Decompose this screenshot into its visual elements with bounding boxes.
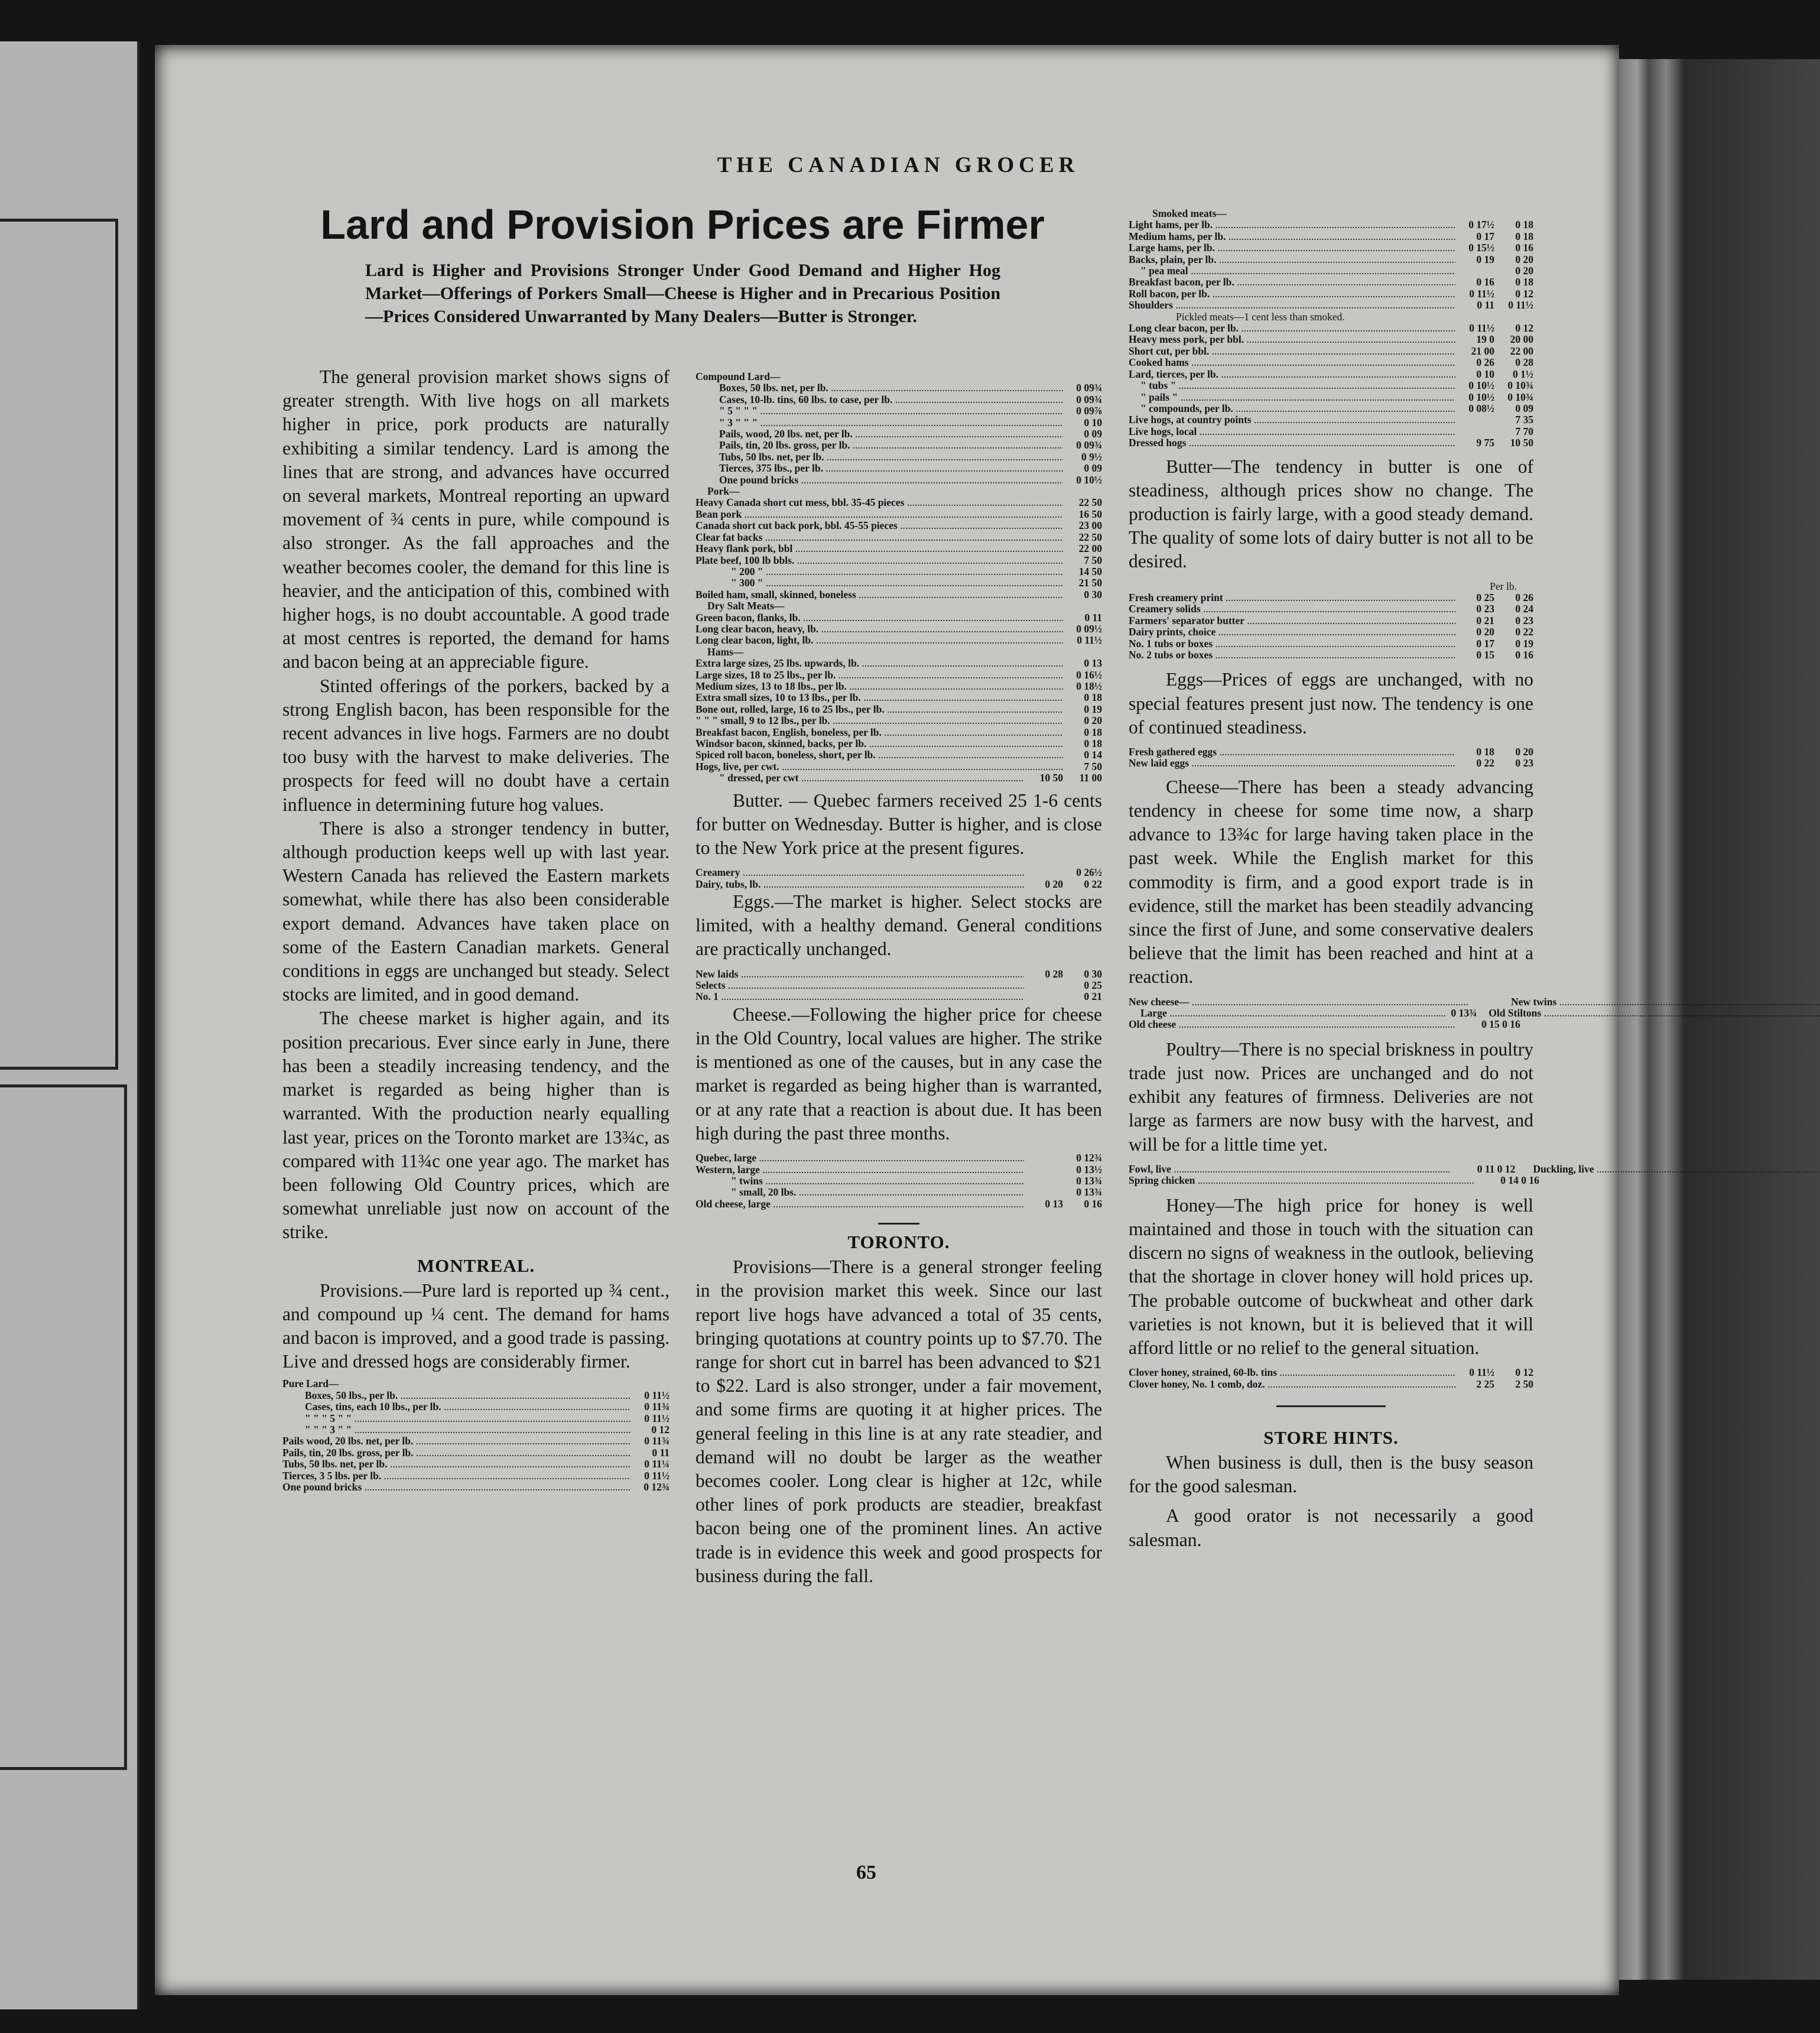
table-row: Extra large sizes, 25 lbs. upwards, lb. ..... 0 13 <box>696 658 1102 669</box>
table-row: Pails wood, 20 lbs. net, per lb. ..... 0 11¾ <box>282 1436 670 1447</box>
table-row: Short cut, per bbl. ..... 21 00 22 00 <box>1129 346 1533 357</box>
price-table-honey <box>1129 1367 1533 1390</box>
table-row: Spring chicken ..... 0 14 0 16 <box>1129 1175 1533 1186</box>
table-row: Fowl, live ..... 0 11 0 12 Duckling, live ..... <box>1129 1164 1533 1175</box>
table-row: Hogs, live, per cwt. ..... 7 50 <box>696 761 1102 772</box>
table-row: Boiled ham, small, skinned, boneless ..... 0 30 <box>696 589 1102 600</box>
column-2 <box>696 371 1102 1588</box>
table-row: No. 2 tubs or boxes ..... 0 15 0 16 <box>1129 649 1533 661</box>
table-row: Backs, plain, per lb. ..... 0 19 0 20 <box>1129 254 1533 265</box>
table-row: " compounds, per lb. ..... 0 08½ 0 09 <box>1129 403 1533 414</box>
table-row: Live hogs, at country points ..... 7 35 <box>1129 414 1533 426</box>
table-row: Lard, tierces, per lb. ..... 0 10 0 1½ <box>1129 369 1533 380</box>
table-row: Bone out, rolled, large, 16 to 25 lbs., per lb. ..... 0 19 <box>696 704 1102 715</box>
price-table-compound-lard <box>696 371 1102 486</box>
table-row: Western, large ..... 0 13½ <box>696 1164 1102 1175</box>
table-row: " " " 5 " " ..... 0 11½ <box>282 1413 670 1424</box>
table-row: Heavy mess pork, per bbl. ..... 19 0 20 00 <box>1129 334 1533 345</box>
table-row: Quebec, large ..... 0 12¾ <box>696 1152 1102 1164</box>
table-row: Large hams, per lb. ..... 0 15½ 0 16 <box>1129 242 1533 254</box>
left-page-frame <box>0 219 118 1070</box>
section-rule <box>1276 1405 1386 1407</box>
table-row: Boxes, 50 lbs., per lb. ..... 0 11½ <box>282 1390 670 1401</box>
table-row: Long clear bacon, heavy, lb. ..... 0 09½ <box>696 623 1102 635</box>
table-row: Shoulders ..... 0 11 0 11½ <box>1129 300 1533 311</box>
table-row: New cheese— ..... New twins ..... <box>1129 996 1533 1008</box>
table-row: Large ..... 0 13¾ Old Stiltons ..... <box>1129 1008 1533 1019</box>
table-row: Windsor bacon, skinned, backs, per lb. ..... 0 18 <box>696 738 1102 749</box>
section-heading-store-hints: STORE HINTS. <box>1263 1427 1399 1448</box>
price-table-pure-lard <box>282 1378 670 1493</box>
table-row: Breakfast bacon, per lb. ..... 0 16 0 18 <box>1129 277 1533 288</box>
table-row: Cases, tins, each 10 lbs., per lb. ..... 0 11¾ <box>282 1401 670 1412</box>
table-row: " pea meal ..... 0 20 <box>1129 265 1533 277</box>
price-table-cheese <box>696 1152 1102 1210</box>
table-row: Creamery solids ..... 0 23 0 24 <box>1129 603 1533 615</box>
table-row: No. 1 tubs or boxes ..... 0 17 0 19 <box>1129 638 1533 649</box>
table-row: Heavy flank pork, bbl ..... 22 00 <box>696 543 1102 554</box>
table-row: Large sizes, 18 to 25 lbs., per lb. ..... 0 16½ <box>696 670 1102 681</box>
paragraph: Poultry—There is no special briskness in poultry trade just now. Prices are unchanged and do not exhibit any features of firmness. Deliveries are not large as farmers are now busy with the harvest, and will be for a little time yet. <box>1129 1038 1533 1155</box>
page-number: 65 <box>856 1862 876 1883</box>
table-row: " small, 20 lbs. ..... 0 13¾ <box>696 1187 1102 1198</box>
table-row: " 300 " ..... 21 50 <box>696 577 1102 589</box>
table-row: Fresh creamery print ..... 0 25 0 26 <box>1129 592 1533 603</box>
table-row: Old cheese ..... 0 15 0 16 <box>1129 1019 1533 1030</box>
table-row: " twins ..... 0 13¾ <box>696 1175 1102 1187</box>
table-row: Roll bacon, per lb. ..... 0 11½ 0 12 <box>1129 288 1533 300</box>
paragraph: Provisions—There is a general stronger feeling in the provision market this week. Since our last report live hogs have advanced a total of 35 cents, bringing quotations at country points up to $7.70. The range for short cut in barrel has been advanced to $21 to $22. Lard is also stronger, under a fair movement, and some firms are quoting it at higher prices. The general feeling in this line is at any rate steadier, and demand will no doubt be larger as the weather becomes cooler. Long clear is higher at 12c, while other lines of pork products are steadier, breakfast bacon being one of the prominent lines. An active trade is in evidence this week and good prospects for business during the fall. <box>696 1256 1102 1586</box>
paragraph: A good orator is not necessarily a good salesman. <box>1129 1505 1533 1550</box>
table-row: Dressed hogs ..... 9 75 10 50 <box>1129 437 1533 449</box>
table-heading: Hams— <box>707 646 744 658</box>
price-table-dry-salt-meats <box>696 600 1102 647</box>
section-heading-toronto: TORONTO. <box>847 1232 950 1253</box>
left-facing-page <box>0 41 139 2009</box>
table-row: Medium hams, per lb. ..... 0 17 0 18 <box>1129 231 1533 242</box>
table-row: Spiced roll bacon, boneless, short, per lb. ..... 0 14 <box>696 749 1102 761</box>
table-row: Dairy prints, choice ..... 0 20 0 22 <box>1129 626 1533 638</box>
price-table-hams <box>696 647 1102 784</box>
table-row: No. 1 ..... 0 21 <box>696 991 1102 1002</box>
table-row: One pound bricks ..... 0 10½ <box>696 475 1102 486</box>
table-heading: Smoked meats— <box>1152 208 1227 219</box>
paragraph: The general provision market shows signs of greater strength. With live hogs on all markets higher in price, pork products are naturally exhibiting a similar tendency. Lard is among the lines that are strong, and advances have occurred on several markets, Montreal reporting an upward movement of ¾ cents in pure, while compound is also stronger. As the fall approaches and the weather becomes cooler, the demand for this line is heavier, and the anticipation of this, combined with higher hogs, is no doubt accountable. A good trade at most centres is reported, the demand for hams and bacon being at an appreciable figure. <box>282 366 670 673</box>
price-table-other-meats <box>1129 323 1533 449</box>
table-row: Tierces, 375 lbs., per lb. ..... 0 09 <box>696 463 1102 474</box>
table-row: Live hogs, local ..... 7 70 <box>1129 426 1533 437</box>
column-3 <box>1129 208 1594 1552</box>
paragraph: When business is dull, then is the busy season for the good salesman. <box>1129 1451 1533 1497</box>
section-heading-montreal: MONTREAL. <box>417 1255 535 1276</box>
table-row: Farmers' separator butter ..... 0 21 0 23 <box>1129 615 1533 626</box>
table-row: " " " 3 " " ..... 0 12 <box>282 1424 670 1436</box>
table-row: New laid eggs ..... 0 22 0 23 <box>1129 758 1533 769</box>
table-note: Pickled meats—1 cent less than smoked. <box>1176 311 1345 323</box>
paragraph: There is also a stronger tendency in butter, although production keeps well up with last year. Western Canada has relieved the Eastern markets somewhat, while there has also been considerable export demand. Advances have taken place on some of the Eastern Canadian markets. General conditions in eggs are unchanged but steady. Select stocks are limited, and in good demand. <box>282 817 670 1005</box>
table-row: Pails, tin, 20 lbs. gross, per lb. ..... 0 11 <box>282 1447 670 1459</box>
price-table-smoked-meats <box>1129 208 1533 323</box>
table-row: Clover honey, strained, 60-lb. tins ..... 0 11½ 0 12 <box>1129 1367 1533 1378</box>
article-title: Lard and Provision Prices are Firmer <box>320 202 1045 248</box>
price-table-cheese <box>1129 996 1557 1031</box>
price-table-poultry <box>1129 1162 1594 1187</box>
running-head: THE CANADIAN GROCER <box>717 153 1080 177</box>
table-row: Tubs, 50 lbs. net, per lb. ..... 0 9½ <box>696 452 1102 463</box>
paragraph: Cheese.—Following the higher price for cheese in the Old Country, local values are higher. The strike is mentioned as one of the causes, but in any case the market is regarded as being higher than is warranted, or at any rate that a reaction is about due. It has been high during the past three months. <box>696 1003 1102 1144</box>
table-row: " 3 " " " ..... 0 10 <box>696 417 1102 428</box>
table-row: Medium sizes, 13 to 18 lbs., per lb. ..... 0 18½ <box>696 681 1102 692</box>
table-row: Pails, tin, 20 lbs. gross, per lb. ..... 0 09¾ <box>696 440 1102 451</box>
table-row: Old cheese, large ..... 0 13 0 16 <box>696 1199 1102 1210</box>
price-table-eggs <box>1129 746 1533 769</box>
price-table-butter <box>696 867 1102 890</box>
table-row: Canada short cut back pork, bbl. 45-55 pieces ..... 23 00 <box>696 520 1102 531</box>
table-row: " 200 " ..... 14 50 <box>696 566 1102 577</box>
table-row: Long clear bacon, light, lb. ..... 0 11½ <box>696 635 1102 646</box>
table-row: Tierces, 3 5 lbs. per lb. ..... 0 11½ <box>282 1470 670 1482</box>
price-table-pork <box>696 486 1102 600</box>
paragraph: Cheese—There has been a steady advancing tendency in cheese for some time now, a sharp advance to 13¾c for large having taken place in the past week. While the English market for this commodity is firm, and a good export trade is in evidence, still the market has been steadily advancing since the first of June, and some conservative dealers believe that the limit has been reached and hint at a reaction. <box>1129 776 1533 988</box>
table-heading: Dry Salt Meats— <box>707 600 785 612</box>
table-row: Heavy Canada short cut mess, bbl. 35-45 pieces ..... 22 50 <box>696 497 1102 508</box>
left-page-frame <box>0 1084 127 1770</box>
table-row: Extra small sizes, 10 to 13 lbs., per lb. ..... 0 18 <box>696 692 1102 703</box>
table-row: Clear fat backs ..... 22 50 <box>696 532 1102 543</box>
paragraph: The cheese market is higher again, and its position precarious. Ever since early in June, there has been a steadily increasing tendency, and the market is regarded as being higher than is warranted. With the production nearly equalling last year, prices on the Toronto market are 13¾c, as compared with 11¾c one year ago. The market has been following Old Country prices, which are somewhat unreliable just now on account of the strike. <box>282 1008 670 1243</box>
table-row: Pails, wood, 20 lbs. net, per lb. ..... 0 09 <box>696 428 1102 440</box>
table-row: " dressed, per cwt ..... 10 50 11 00 <box>696 772 1102 784</box>
page-stack-edge <box>1613 59 1820 1980</box>
table-unit: Per lb. <box>1490 580 1517 592</box>
table-heading: Pork— <box>707 486 740 498</box>
table-row: Dairy, tubs, lb. ..... 0 20 0 22 <box>696 879 1102 890</box>
price-table-eggs <box>696 969 1102 1003</box>
table-row: Light hams, per lb. ..... 0 17½ 0 18 <box>1129 219 1533 230</box>
table-row: Green bacon, flanks, lb. ..... 0 11 <box>696 612 1102 623</box>
table-row: Fresh gathered eggs ..... 0 18 0 20 <box>1129 746 1533 758</box>
paragraph: Honey—The high price for honey is well maintained and those in touch with the situation can discern no signs of weakness in the outlook, believing that the shortage in clover honey will hold prices up. The probable outcome of buckwheat and other dark varieties is not known, but it is believed that it will afford little or no relief to the general situation. <box>1129 1194 1533 1358</box>
table-row: New laids ..... 0 28 0 30 <box>696 969 1102 980</box>
article-subhead: Lard is Higher and Provisions Stronger Under Good Demand and Higher Hog Market—Offerings of Porkers Small—Cheese is Higher and in Precarious Position—Prices Considered Unwarranted by Many Dealers—Butter is Stronger. <box>365 261 1000 326</box>
table-row: Tubs, 50 lbs. net, per lb. ..... 0 11¼ <box>282 1459 670 1470</box>
paragraph: Butter. — Quebec farmers received 25 1-6 cents for butter on Wednesday. Butter is higher, and is close to the New York price at the present figures. <box>696 790 1102 859</box>
table-row: Cooked hams ..... 0 26 0 28 <box>1129 357 1533 368</box>
table-row: Selects ..... 0 25 <box>696 980 1102 991</box>
paragraph: Stinted offerings of the porkers, backed by a strong English bacon, has been responsible for the recent advances in live hogs. Farmers are no doubt too busy with the harvest to make deliveries. The prospects for feed will no doubt have a certain influence in determining future hog values. <box>282 675 670 815</box>
paragraph: Provisions.—Pure lard is reported up ¾ cent., and compound up ¼ cent. The demand for hams and bacon is improved, and a good trade is passing. Live and dressed hogs are considerably firmer. <box>282 1279 670 1372</box>
table-row: Boxes, 50 lbs. net, per lb. ..... 0 09¾ <box>696 382 1102 394</box>
table-row: " " " small, 9 to 12 lbs., per lb. ..... 0 20 <box>696 715 1102 726</box>
table-row: " 5 " " " ..... 0 09⅞ <box>696 405 1102 417</box>
column-1 <box>282 365 670 1493</box>
table-row: Plate beef, 100 lb bbls. ..... 7 50 <box>696 555 1102 566</box>
table-row: One pound bricks ..... 0 12¾ <box>282 1482 670 1493</box>
table-row: Cases, 10-lb. tins, 60 lbs. to case, per lb. ..... 0 09¾ <box>696 394 1102 405</box>
table-row: " pails " ..... 0 10½ 0 10¾ <box>1129 392 1533 403</box>
paragraph: Eggs—Prices of eggs are unchanged, with no special features present just now. The tendency is one of continued steadiness. <box>1129 669 1533 738</box>
table-heading: Compound Lard— <box>696 371 781 382</box>
paragraph: Eggs.—The market is higher. Select stocks are limited, with a healthy demand. General conditions are practically unchanged. <box>696 891 1102 960</box>
table-row: Creamery ..... 0 26½ <box>696 867 1102 878</box>
section-rule <box>878 1223 919 1225</box>
table-row: Bean pork ..... 16 50 <box>696 509 1102 520</box>
paragraph: Butter—The tendency in butter is one of steadiness, although prices show no change. The production is fairly large, with a good steady demand. The quality of some lots of dairy butter is not all to be desired. <box>1129 456 1533 572</box>
price-table-butter <box>1129 581 1533 661</box>
table-heading: Pure Lard— <box>282 1378 339 1390</box>
table-row: Long clear bacon, per lb. ..... 0 11½ 0 12 <box>1129 323 1533 334</box>
table-row: Breakfast bacon, English, boneless, per lb. ..... 0 18 <box>696 727 1102 738</box>
table-row: Clover honey, No. 1 comb, doz. ..... 2 25 2 50 <box>1129 1379 1533 1390</box>
table-row: " tubs " ..... 0 10½ 0 10¾ <box>1129 380 1533 391</box>
